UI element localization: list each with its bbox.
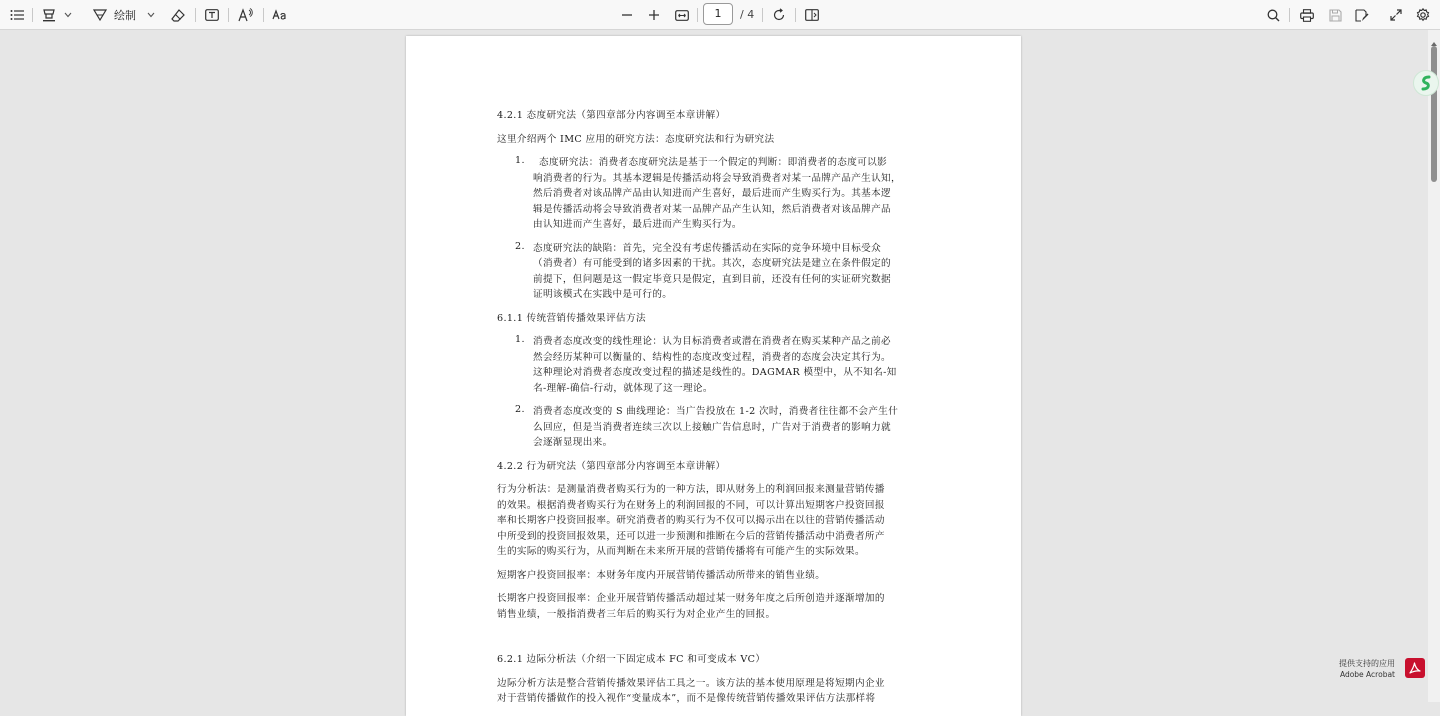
save-icon[interactable] bbox=[1326, 5, 1344, 25]
text-line: 边际分析方法是整合营销传播效果评估工具之一。该方法的基本使用原理是将短期内企业 bbox=[497, 677, 885, 689]
paragraph bbox=[497, 482, 937, 560]
list-number: 1. bbox=[515, 334, 525, 345]
text-line: 然会经历某种可以衡量的、结构性的态度改变过程，消费者的态度会决定其行为。 bbox=[533, 351, 891, 363]
toolbar-divider bbox=[263, 8, 264, 22]
toolbar-divider bbox=[1289, 8, 1290, 22]
badge-line-1: 提供支持的应用 bbox=[1339, 659, 1395, 668]
text-line: 的效果。根据消费者购买行为在财务上的利润回报的不同，可以计算出短期客户投资回报 bbox=[497, 499, 885, 511]
zoom-out-icon[interactable] bbox=[618, 5, 636, 25]
text-line: 这种理论对消费者态度改变过程的描述是线性的。DAGMAR 模型中，从不知名-知 bbox=[533, 367, 897, 378]
list-number: 2. bbox=[515, 404, 525, 415]
list-item bbox=[497, 404, 937, 451]
text-line: 行为分析法：是测量消费者购买行为的一种方法，即从财务上的利润回报来测量营销传播 bbox=[497, 484, 885, 495]
page-total: / 4 bbox=[740, 8, 755, 21]
draw-options-chevron-down-icon[interactable] bbox=[145, 5, 157, 25]
text-line: 由认知进而产生喜好，最后进而产生购买行为。 bbox=[533, 219, 742, 230]
text-line: （消费者）有可能受到的诸多因素的干扰。其次，态度研究法是建立在条件假定的 bbox=[533, 258, 891, 269]
text-line: 率和长期客户投资回报率。研究消费者的购买行为不仅可以揭示出在以往的营销传播活动 bbox=[497, 515, 885, 526]
paragraph: 短期客户投资回报率：本财务年度内开展营销传播活动所带来的销售业绩。 bbox=[497, 569, 826, 581]
list-item bbox=[497, 241, 937, 303]
pdf-page bbox=[406, 36, 1021, 716]
translate-icon[interactable] bbox=[271, 5, 289, 25]
print-icon[interactable] bbox=[1298, 5, 1316, 25]
adobe-acrobat-badge bbox=[1330, 656, 1425, 682]
draw-button-label[interactable]: 绘制 bbox=[114, 9, 136, 22]
text-line: 态度研究法：消费者态度研究法是基于一个假定的判断：即消费者的态度可以影 bbox=[539, 157, 888, 168]
toolbar bbox=[0, 0, 1440, 30]
highlight-icon[interactable] bbox=[40, 5, 58, 25]
text-line: 生的实际的购买行为，从而判断在未来所开展的营销传播将有可能产生的实际效果。 bbox=[497, 546, 865, 557]
contents-list-icon[interactable] bbox=[8, 5, 26, 25]
list-item bbox=[497, 334, 937, 396]
section-heading: 6.2.1 边际分析法（介绍一下固定成本 FC 和可变成本 VC） bbox=[497, 654, 766, 665]
scroll-up-arrow-icon[interactable] bbox=[1430, 33, 1438, 41]
toolbar-divider bbox=[32, 8, 33, 22]
text-line: 名-理解-确信-行动，就体现了这一理论。 bbox=[533, 382, 713, 394]
toolbar-divider bbox=[795, 8, 796, 22]
page-view-icon[interactable] bbox=[803, 5, 821, 25]
text-box-icon[interactable] bbox=[203, 5, 221, 25]
scrollbar-thumb[interactable] bbox=[1431, 46, 1437, 182]
adobe-pdf-icon bbox=[1405, 658, 1425, 678]
assistant-logo-icon[interactable] bbox=[1413, 70, 1439, 96]
text-line: 证明该模式在实践中是可行的。 bbox=[533, 289, 673, 300]
eraser-icon[interactable] bbox=[169, 5, 187, 25]
toolbar-divider bbox=[697, 8, 698, 22]
save-as-icon[interactable] bbox=[1353, 5, 1371, 25]
page-content bbox=[497, 108, 937, 715]
highlight-options-chevron-down-icon[interactable] bbox=[62, 5, 74, 25]
text-line: 么回应，但是当消费者连续三次以上接触广告信息时，广告对于消费者的影响力就 bbox=[533, 421, 891, 433]
rotate-icon[interactable] bbox=[770, 5, 788, 25]
text-line: 辑是传播活动将会导致消费者对某一品牌产品产生认知，然后消费者对该品牌产品 bbox=[533, 203, 891, 215]
paragraph bbox=[497, 591, 937, 622]
page-number-input[interactable]: 1 bbox=[703, 3, 733, 25]
badge-line-2: Adobe Acrobat bbox=[1339, 670, 1395, 679]
section-intro: 这里介绍两个 IMC 应用的研究方法：态度研究法和行为研究法 bbox=[497, 133, 775, 145]
draw-icon[interactable] bbox=[92, 5, 108, 25]
search-icon[interactable] bbox=[1264, 5, 1282, 25]
text-line: 响消费者的行为。其基本逻辑是传播活动将会导致消费者对某一品牌产品产生认知， bbox=[533, 172, 901, 184]
list-number: 2. bbox=[515, 240, 525, 252]
text-line: 态度研究法的缺陷：首先，完全没有考虑传播活动在实际的竞争环境中目标受众 bbox=[533, 242, 882, 254]
fullscreen-icon[interactable] bbox=[1387, 5, 1405, 25]
text-line: 会逐渐显现出来。 bbox=[533, 437, 613, 448]
toolbar-divider bbox=[195, 8, 196, 22]
text-line: 长期客户投资回报率：企业开展营销传播活动超过某一财务年度之后所创造并逐渐增加的 bbox=[497, 593, 885, 604]
fit-to-width-icon[interactable] bbox=[673, 5, 691, 25]
text-line: 对于营销传播做作的投入视作“变量成本”，而不是像传统营销传播效果评估方法那样将 bbox=[497, 693, 876, 704]
text-line: 前提下，但问题是这一假定毕竟只是假定，直到目前，还没有任何的实证研究数据 bbox=[533, 273, 891, 285]
text-line: 消费者态度改变的线性理论：认为目标消费者或潜在消费者在购买某种产品之前必 bbox=[533, 336, 891, 347]
toolbar-divider bbox=[762, 8, 763, 22]
text-line: 消费者态度改变的 S 曲线理论：当广告投放在 1-2 次时，消费者往往都不会产生什 bbox=[533, 406, 899, 417]
toolbar-divider bbox=[228, 8, 229, 22]
section-heading: 6.1.1 传统营销传播效果评估方法 bbox=[497, 312, 646, 324]
section-heading: 4.2.1 态度研究法（第四章部分内容调至本章讲解） bbox=[497, 110, 726, 121]
read-aloud-icon[interactable] bbox=[237, 5, 255, 25]
section-heading: 4.2.2 行为研究法（第四章部分内容调至本章讲解） bbox=[497, 460, 726, 472]
text-line: 销售业绩，一般指消费者三年后的购买行为对企业产生的回报。 bbox=[497, 608, 776, 620]
list-item bbox=[497, 155, 937, 233]
settings-gear-icon[interactable] bbox=[1414, 5, 1432, 25]
text-line: 然后消费者对该品牌产品由认知进而产生喜好，最后进而产生购买行为。其基本逻 bbox=[533, 188, 891, 199]
list-number: 1. bbox=[515, 155, 525, 166]
text-line: 中所受到的投资回报效果，还可以进一步预测和推断在今后的营销传播活动中消费者所产 bbox=[497, 530, 885, 542]
zoom-in-icon[interactable] bbox=[645, 5, 663, 25]
